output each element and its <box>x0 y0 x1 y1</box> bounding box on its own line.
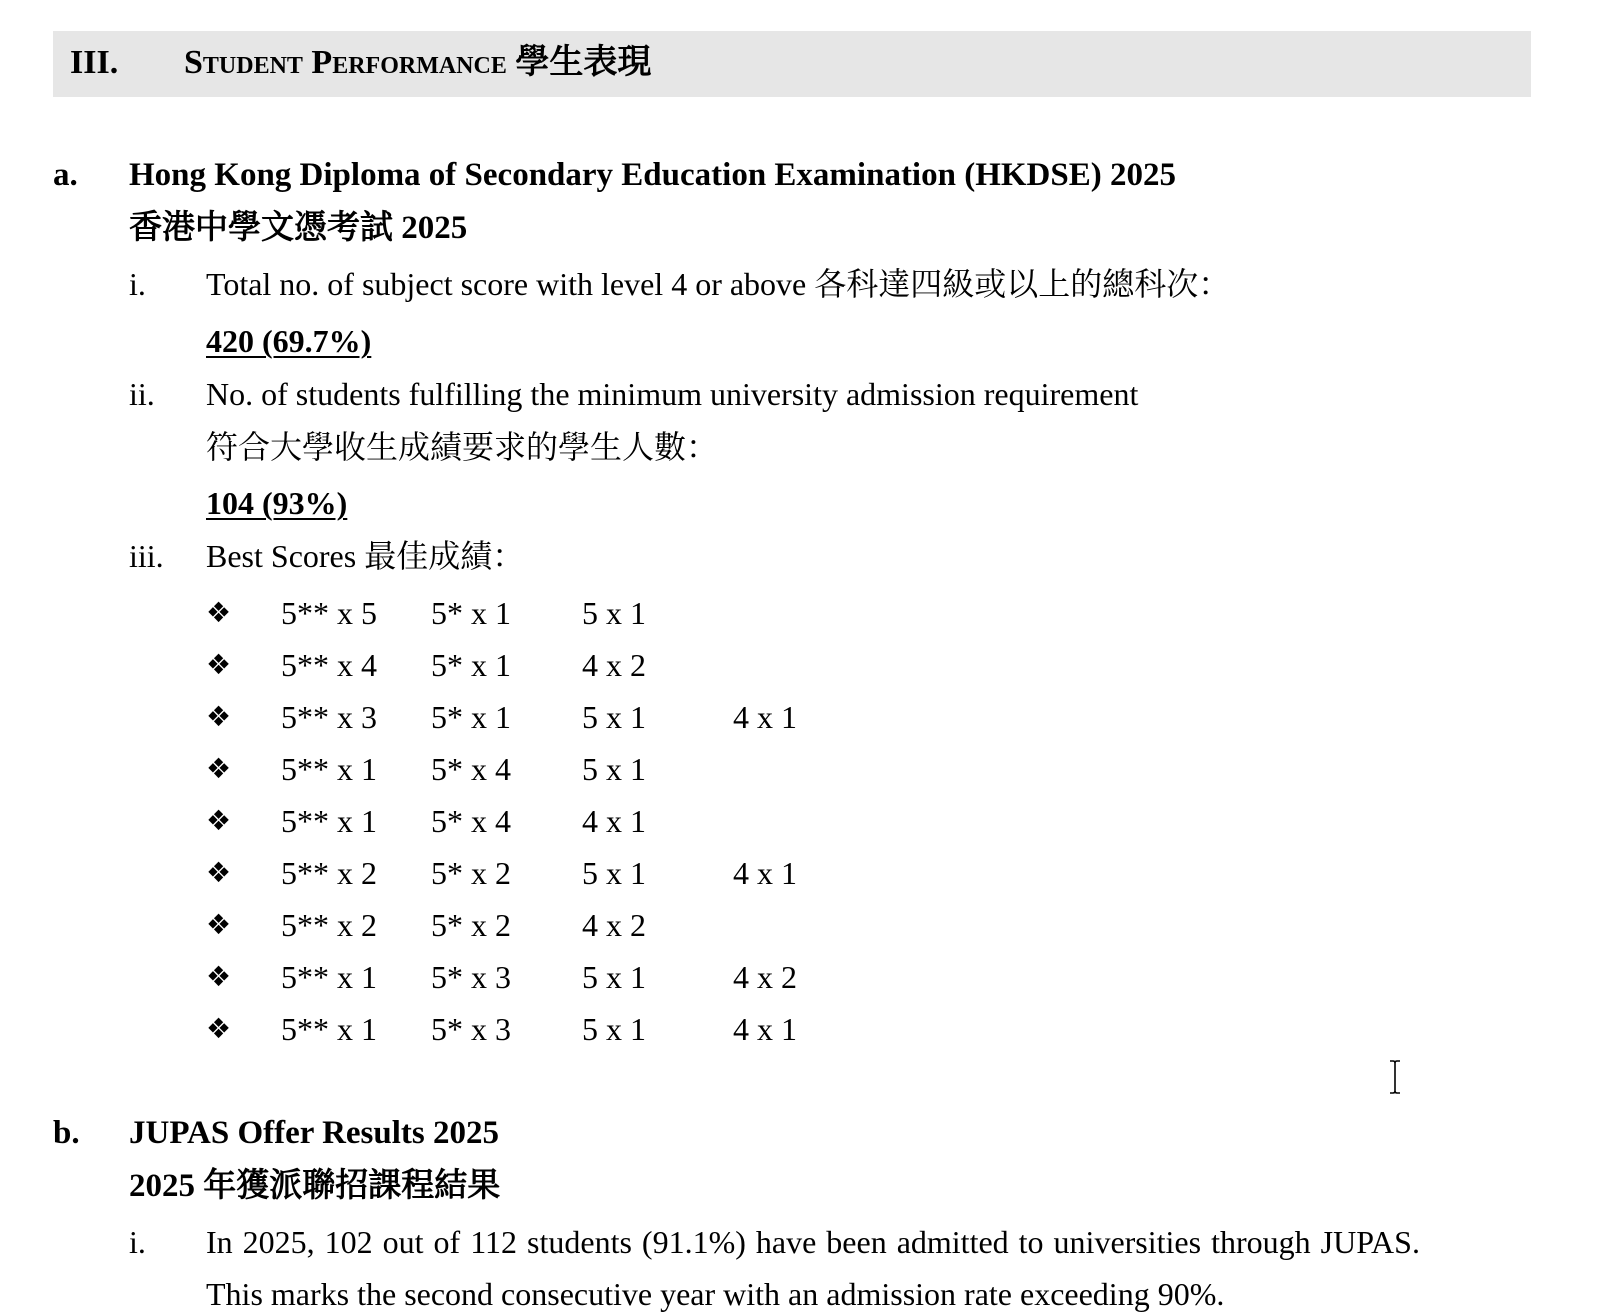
part-b-item-i-line1: In 2025, 102 out of 112 students (91.1%) have been admitted to universities through JUPAS. <box>206 1224 1420 1260</box>
score-5: 5 x 1 <box>582 1011 646 1047</box>
score-5-double-star: 5** x 5 <box>281 595 377 631</box>
text-cursor-icon <box>1388 1060 1402 1094</box>
score-row <box>206 749 906 789</box>
score-row <box>206 1009 906 1049</box>
score-4: 4 x 1 <box>733 1011 797 1047</box>
item-ii-marker: ii. <box>129 376 155 412</box>
score-5: 5 x 1 <box>582 959 646 995</box>
bullet-icon: ❖ <box>206 648 232 681</box>
part-a-title-zh: 香港中學文憑考試 2025 <box>129 210 468 246</box>
score-5-double-star: 5** x 2 <box>281 855 377 891</box>
score-row <box>206 697 906 737</box>
bullet-icon: ❖ <box>206 804 232 837</box>
score-row <box>206 801 906 841</box>
item-i-text: Total no. of subject score with level 4 or above 各科達四級或以上的總科次： <box>206 266 1231 302</box>
score-5: 4 x 2 <box>582 647 646 683</box>
item-ii-text-zh: 符合大學收生成績要求的學生人數： <box>206 429 719 465</box>
item-i-marker: i. <box>129 266 146 302</box>
item-ii-result: 104 (93%) <box>206 485 348 521</box>
score-row <box>206 905 906 945</box>
item-iii-marker: iii. <box>129 538 164 574</box>
part-b-item-i-line2: This marks the second consecutive year with an admission rate exceeding 90%. <box>206 1276 1225 1312</box>
score-5-star: 5* x 2 <box>431 907 511 943</box>
score-5-star: 5* x 4 <box>431 803 511 839</box>
score-5-star: 5* x 1 <box>431 647 511 683</box>
item-i-result: 420 (69.7%) <box>206 323 372 359</box>
score-5-double-star: 5** x 1 <box>281 959 377 995</box>
section-header <box>53 31 1531 97</box>
item-iii-text: Best Scores 最佳成績： <box>206 538 525 574</box>
bullet-icon: ❖ <box>206 752 232 785</box>
score-4: 4 x 1 <box>733 699 797 735</box>
score-5-star: 5* x 1 <box>431 595 511 631</box>
bullet-icon: ❖ <box>206 856 232 889</box>
part-a-title-en: Hong Kong Diploma of Secondary Education Examination (HKDSE) 2025 <box>129 157 1176 193</box>
score-5: 5 x 1 <box>582 855 646 891</box>
score-5-double-star: 5** x 3 <box>281 699 377 735</box>
bullet-icon: ❖ <box>206 596 232 629</box>
section-number: III. <box>70 44 119 81</box>
score-5: 5 x 1 <box>582 751 646 787</box>
bullet-icon: ❖ <box>206 908 232 941</box>
part-b-title-zh: 2025 年獲派聯招課程結果 <box>129 1168 501 1204</box>
score-4: 4 x 2 <box>733 959 797 995</box>
bullet-icon: ❖ <box>206 960 232 993</box>
score-5-double-star: 5** x 1 <box>281 803 377 839</box>
bullet-icon: ❖ <box>206 700 232 733</box>
score-5: 4 x 2 <box>582 907 646 943</box>
score-row <box>206 957 906 997</box>
score-row <box>206 853 906 893</box>
score-5-star: 5* x 3 <box>431 1011 511 1047</box>
part-b-marker: b. <box>53 1115 80 1151</box>
part-b-title-en: JUPAS Offer Results 2025 <box>129 1115 499 1151</box>
score-5-star: 5* x 3 <box>431 959 511 995</box>
score-5-double-star: 5** x 1 <box>281 751 377 787</box>
score-5-star: 5* x 2 <box>431 855 511 891</box>
score-4: 4 x 1 <box>733 855 797 891</box>
part-a-marker: a. <box>53 157 78 193</box>
score-5-double-star: 5** x 4 <box>281 647 377 683</box>
score-5-star: 5* x 1 <box>431 699 511 735</box>
section-title: Student Performance 學生表現 <box>184 44 652 81</box>
bullet-icon: ❖ <box>206 1012 232 1045</box>
score-5-double-star: 5** x 1 <box>281 1011 377 1047</box>
score-row <box>206 645 906 685</box>
score-5-double-star: 5** x 2 <box>281 907 377 943</box>
score-5-star: 5* x 4 <box>431 751 511 787</box>
score-5: 5 x 1 <box>582 595 646 631</box>
score-row <box>206 593 906 633</box>
part-b-item-i-marker: i. <box>129 1224 146 1260</box>
item-ii-text-en: No. of students fulfilling the minimum university admission requirement <box>206 376 1139 412</box>
score-5: 4 x 1 <box>582 803 646 839</box>
score-5: 5 x 1 <box>582 699 646 735</box>
